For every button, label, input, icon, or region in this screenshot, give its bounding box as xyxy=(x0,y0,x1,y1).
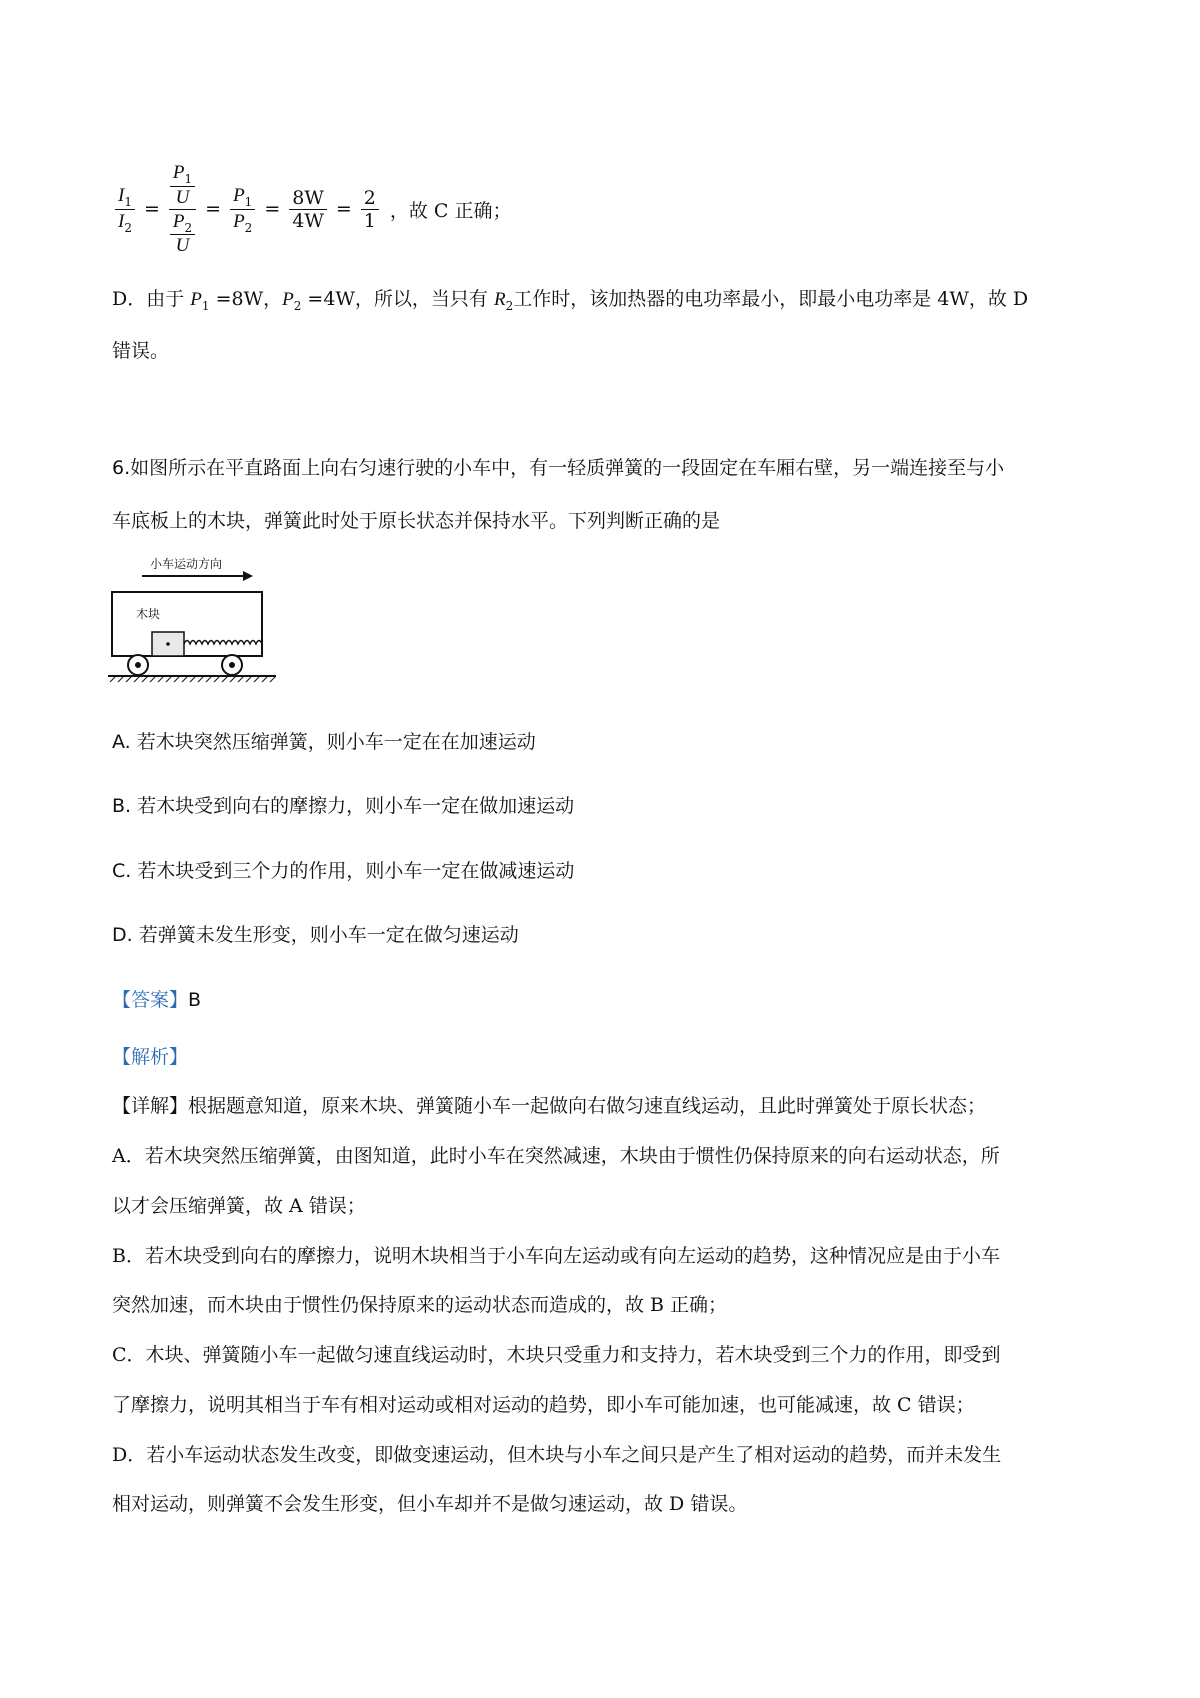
question-stem-line2: 车底板上的木块，弹簧此时处于原长状态并保持水平。下列判断正确的是 xyxy=(112,510,721,532)
ratio-result: $\frac{2}{1}$ xyxy=(361,187,379,232)
analysis-line: 相对运动，则弹簧不会发生形变，但小车却并不是做匀速运动，故 D 错误。 xyxy=(112,1493,748,1515)
block-label: 木块 xyxy=(136,607,161,621)
analysis-line: 以才会压缩弹簧，故 A 错误； xyxy=(112,1195,366,1217)
answer-label: 【答案】 xyxy=(112,989,189,1011)
option-c: C. 若木块受到三个力的作用，则小车一定在做减速运动 xyxy=(112,860,575,882)
equals-sign: = xyxy=(205,198,222,220)
cart-body xyxy=(112,592,262,656)
cart-spring-figure xyxy=(108,552,308,692)
analysis-line: D．若小车运动状态发生改变，即做变速运动，但木块与小车之间只是产生了相对运动的趋势，而并未发生 xyxy=(112,1444,1002,1466)
option-b: B. 若木块受到向右的摩擦力，则小车一定在做加速运动 xyxy=(112,795,575,817)
current-ratio-formula xyxy=(112,150,512,268)
direction-arrow xyxy=(142,571,253,581)
option-d: D. 若弹簧未发生形变，则小车一定在做匀速运动 xyxy=(112,924,519,946)
analysis-label: 【解析】 xyxy=(112,1046,189,1068)
left-wheel xyxy=(128,655,148,675)
prev-d-explanation-line2: 错误。 xyxy=(112,340,170,362)
formula-conclusion: ，故 C 正确； xyxy=(389,199,512,222)
answer-line xyxy=(112,987,201,1013)
analysis-line: B．若木块受到向右的摩擦力，说明木块相当于小车向左运动或有向左运动的趋势，这种情况应是由于小车 xyxy=(112,1245,1000,1267)
analysis-line: A．若木块突然压缩弹簧，由图知道，此时小车在突然减速，木块由于惯性仍保持原来的向右运动状态，所 xyxy=(112,1145,1000,1167)
right-wheel xyxy=(222,655,242,675)
analysis-line: 了摩擦力，说明其相当于车有相对运动或相对运动的趋势，即小车可能加速，也可能减速，故 C 错误； xyxy=(112,1394,975,1416)
power-values-fraction: $\frac{8W}{4W}$ xyxy=(289,187,327,232)
i1-over-i2: $\frac{I_1}{I_2}$ xyxy=(115,184,135,235)
compound-fraction: $\frac{\frac{P_1}{U}}{\frac{P_2}{U}}$ xyxy=(169,161,196,258)
prev-d-explanation-line1: D．由于 $P_1 =8W$，$P_2 =4W$，所以，当只有 $R_2$工作时，该加热器的电功率最小，即最小电功率是 4W，故 D xyxy=(112,288,1029,313)
equals-sign: = xyxy=(264,198,281,220)
option-a: A. 若木块突然压缩弹簧，则小车一定在在加速运动 xyxy=(112,731,536,753)
analysis-line: 突然加速，而木块由于惯性仍保持原来的运动状态而造成的，故 B 正确； xyxy=(112,1294,728,1316)
equals-sign: = xyxy=(335,198,352,220)
answer-value: B xyxy=(188,989,202,1011)
spring xyxy=(184,641,262,645)
equals-sign: = xyxy=(143,198,160,220)
p1-over-p2: $\frac{P_1}{P_2}$ xyxy=(230,184,255,235)
direction-label: 小车运动方向 xyxy=(150,557,223,571)
analysis-line: 【详解】根据题意知道，原来木块、弹簧随小车一起做向右做匀速直线运动，且此时弹簧处于原长状态； xyxy=(112,1095,987,1117)
analysis-line: C．木块、弹簧随小车一起做匀速直线运动时，木块只受重力和支持力，若木块受到三个力的作用，即受到 xyxy=(112,1344,1001,1366)
question-stem-line1: 6.如图所示在平直路面上向右匀速行驶的小车中，有一轻质弹簧的一段固定在车厢右壁，另一端连接至与小 xyxy=(112,457,1005,479)
